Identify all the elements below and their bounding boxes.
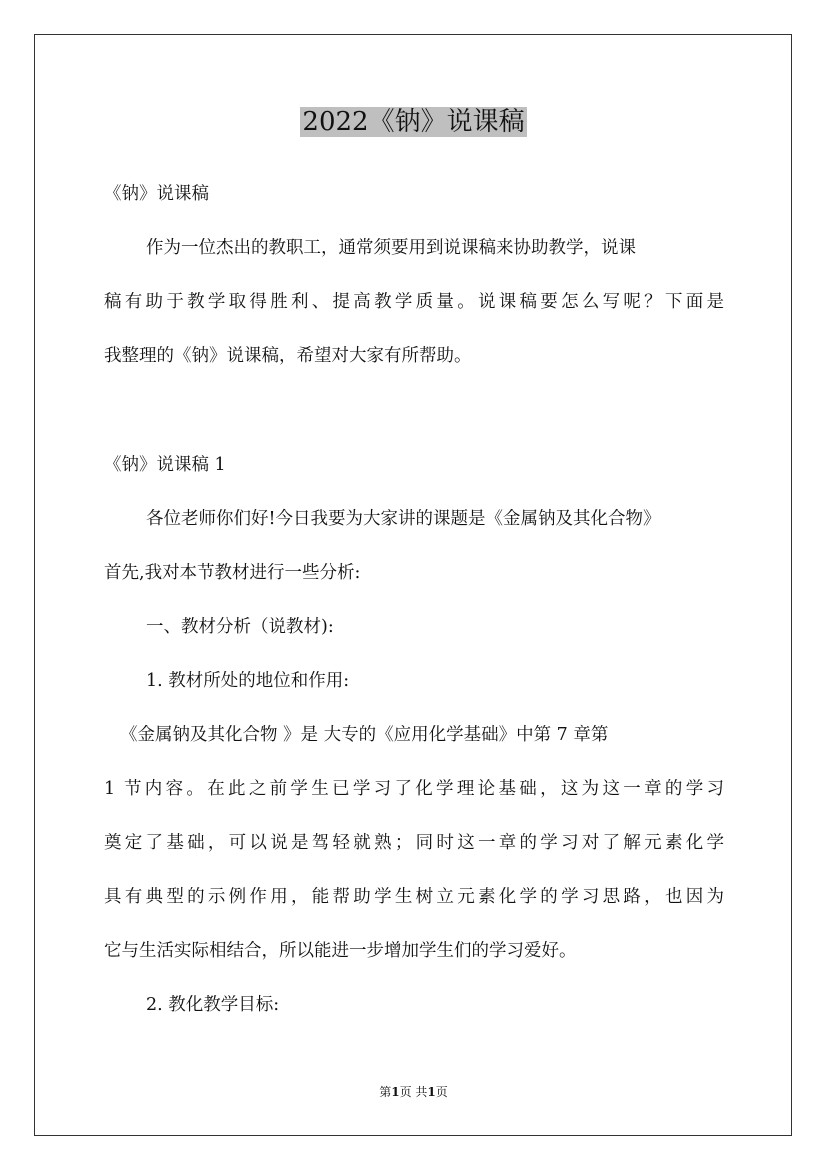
body-line-2: 首先,我对本节教材进行一些分析: <box>104 563 361 583</box>
intro-line-3: 我整理的《钠》说课稿，希望对大家有所帮助。 <box>104 346 472 366</box>
body-line-8: 具有典型的示例作用，能帮助学生树立元素化学的学习思路，也因为 <box>104 887 724 907</box>
section-heading: 《钠》说课稿 1 <box>104 455 226 475</box>
subtitle: 《钠》说课稿 <box>104 184 209 204</box>
document-title <box>0 100 827 144</box>
footer-suffix: 页 <box>435 1085 448 1099</box>
body-line-9: 它与生活实际相结合，所以能进一步增加学生们的学习爱好。 <box>104 941 577 961</box>
body-line-6: 1 节内容。在此之前学生已学习了化学理论基础，这为这一章的学习 <box>104 779 724 799</box>
footer-prefix: 第 <box>379 1085 392 1099</box>
page-footer <box>0 1084 827 1100</box>
footer-total-pages: 1 <box>427 1085 436 1099</box>
body-line-1: 各位老师你们好!今日我要为大家讲的课题是《金属钠及其化合物》 <box>146 509 661 529</box>
body-line-5: 《金属钠及其化合物 》是 大专的《应用化学基础》中第 7 章第 <box>120 725 609 745</box>
intro-line-2: 稿有助于教学取得胜利、提高教学质量。说课稿要怎么写呢？下面是 <box>104 292 724 312</box>
body-line-7: 奠定了基础，可以说是驾轻就熟；同时这一章的学习对了解元素化学 <box>104 833 724 853</box>
body-line-10: 2. 教化教学目标: <box>146 995 280 1015</box>
body-line-4: 1. 教材所处的地位和作用: <box>146 671 350 691</box>
document-title-text: 2022《钠》说课稿 <box>302 107 525 137</box>
body-line-3: 一、教材分析（说教材): <box>146 617 334 637</box>
footer-mid: 页 共 <box>399 1085 428 1099</box>
intro-line-1: 作为一位杰出的教职工，通常须要用到说课稿来协助教学，说课 <box>146 238 636 258</box>
footer-page-number: 1 <box>391 1085 400 1099</box>
